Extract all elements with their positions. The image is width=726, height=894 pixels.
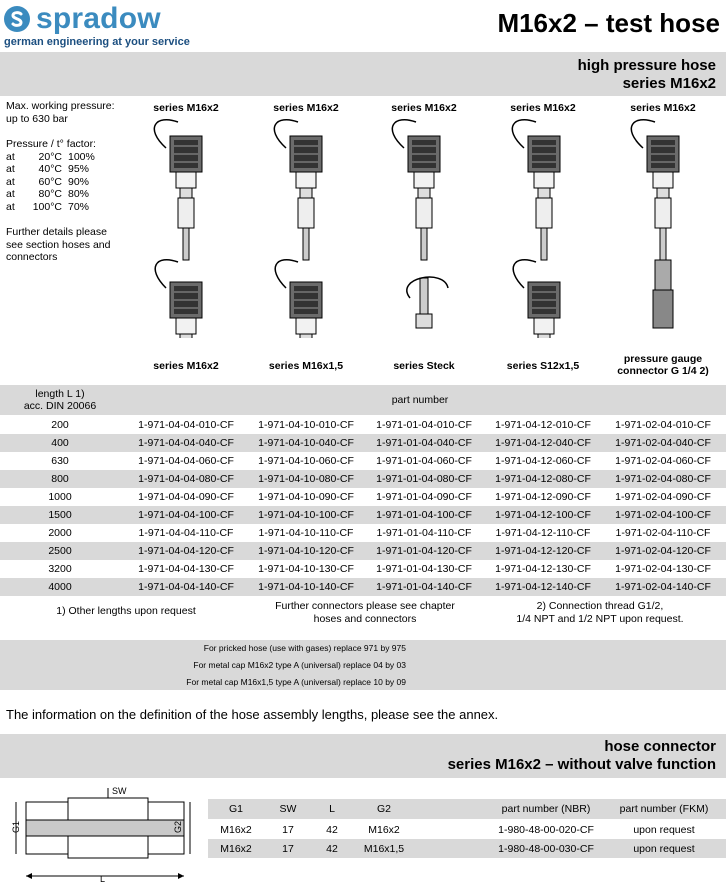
replacement-info [0, 640, 726, 690]
part-number-cell: 1-971-04-12-110-CF [495, 527, 591, 539]
factor-title: Pressure / t° factor: [6, 138, 96, 150]
part-number-cell: 1-971-02-04-110-CF [615, 527, 711, 539]
spec-block [6, 100, 115, 264]
further-details: see section hoses and [6, 238, 111, 251]
table-row [0, 524, 726, 542]
table-row [0, 506, 726, 524]
top-series-label: series M16x2 [153, 102, 219, 114]
conn-col-header: part number (NBR) [501, 803, 591, 815]
brand-logo [4, 2, 204, 50]
part-number-cell: 1-971-01-04-090-CF [376, 491, 472, 503]
part-number-cell: 1-971-04-04-120-CF [138, 545, 234, 557]
length-cell: 3200 [48, 563, 72, 575]
further-details: connectors [6, 251, 58, 263]
hose-drawing-3 [392, 120, 448, 328]
part-number-cell: 1-971-04-12-090-CF [495, 491, 591, 503]
section-header-hose [0, 52, 726, 96]
bottom-series-label: series S12x1,5 [506, 360, 580, 372]
part-number-cell: 1-971-04-04-090-CF [138, 491, 234, 503]
part-number-cell: 1-971-04-10-040-CF [258, 437, 354, 449]
length-cell: 1000 [48, 491, 72, 503]
top-series-label: series M16x2 [273, 102, 339, 114]
length-header: length L 1) acc. DIN 20066 [23, 388, 97, 412]
top-series-label: series M16x2 [391, 102, 457, 114]
part-number-cell: 1-971-02-04-120-CF [615, 545, 711, 557]
hose-drawing-1 [154, 120, 202, 338]
part-number-cell: 1-971-02-04-010-CF [615, 419, 711, 431]
factor-row: at 80°C 80% [6, 188, 90, 200]
length-cell: 200 [51, 419, 69, 431]
part-number-cell: 1-971-01-04-140-CF [376, 581, 472, 593]
max-pressure-label: Max. working pressure: [6, 100, 115, 112]
table-row [0, 470, 726, 488]
footnote-lengths: 1) Other lengths upon request [56, 605, 196, 617]
brand-tagline: german engineering at your service [4, 36, 190, 48]
table-header [0, 385, 726, 415]
bottom-series-label: series M16x2 [153, 360, 219, 372]
part-number-cell: 1-971-04-10-090-CF [258, 491, 354, 503]
part-number-cell: 1-971-01-04-080-CF [376, 473, 472, 485]
hose-drawing-2 [274, 120, 322, 338]
conn-col-header: G2 [376, 803, 391, 815]
table-row [0, 488, 726, 506]
part-number-cell: 1-971-02-04-100-CF [615, 509, 711, 521]
part-number-cell: 1-971-04-04-130-CF [138, 563, 234, 575]
length-cell: 2500 [48, 545, 72, 557]
bottom-series-label: series Steck [393, 360, 455, 372]
factor-row: at 20°C 100% [6, 150, 95, 163]
info-line: For metal cap M16x2 type A (universal) replace 04 by 03 [193, 660, 406, 670]
spradow-logo-icon [4, 6, 30, 32]
part-number-cell: 1-971-04-12-100-CF [495, 509, 591, 521]
part-number-cell: 1-971-04-10-060-CF [258, 455, 354, 467]
part-number-cell: 1-971-04-04-080-CF [138, 473, 234, 485]
part-number-cell: 1-971-04-12-040-CF [495, 437, 591, 449]
g1-label: G1 [11, 820, 22, 834]
conn-col-header: part number (FKM) [619, 803, 709, 815]
l-label: L [100, 874, 106, 884]
length-cell: 400 [51, 437, 69, 449]
annex-note: The information on the definition of the hose assembly lengths, please see the annex. [6, 707, 499, 722]
part-number-cell: 1-971-04-12-120-CF [495, 545, 591, 557]
part-number-cell: 1-971-04-12-140-CF [495, 581, 591, 593]
part-number-cell: 1-971-04-12-060-CF [495, 455, 591, 467]
part-number-cell: 1-971-04-10-080-CF [258, 473, 354, 485]
part-number-cell: 1-971-04-04-140-CF [138, 581, 234, 593]
section-title-line2: series M16x2 [622, 75, 716, 92]
connector-row: M16x2 17 42 M16x1,5 1-980-48-00-030-CF upon request [208, 839, 726, 858]
conn-col-header: SW [279, 803, 297, 815]
part-number-cell: 1-971-04-12-010-CF [495, 419, 591, 431]
brand-name: spradow [36, 2, 161, 35]
length-cell: 630 [51, 455, 69, 467]
part-number-cell: 1-971-02-04-060-CF [615, 455, 711, 467]
table-row [0, 416, 726, 434]
top-series-label: series M16x2 [630, 102, 696, 114]
part-number-cell: 1-971-04-04-060-CF [138, 455, 234, 467]
part-number-cell: 1-971-04-10-110-CF [258, 527, 354, 539]
part-number-cell: 1-971-04-12-080-CF [495, 473, 591, 485]
part-number-cell: 1-971-01-04-060-CF [376, 455, 472, 467]
part-number-cell: 1-971-04-04-110-CF [138, 527, 234, 539]
part-number-header: part number [391, 394, 449, 406]
part-number-cell: 1-971-01-04-100-CF [376, 509, 472, 521]
table-row [0, 542, 726, 560]
info-line: For metal cap M16x1,5 type A (universal) replace 10 by 09 [186, 677, 406, 687]
part-number-cell: 1-971-01-04-130-CF [376, 563, 472, 575]
info-line: For pricked hose (use with gases) replace 971 by 975 [203, 643, 406, 653]
part-number-cell: 1-971-04-10-130-CF [258, 563, 354, 575]
part-number-cell: 1-971-02-04-130-CF [615, 563, 711, 575]
table-row [0, 434, 726, 452]
section-title-line1: high pressure hose [577, 57, 716, 74]
section2-title-line2: series M16x2 – without valve function [447, 756, 716, 773]
part-number-cell: 1-971-04-10-100-CF [258, 509, 354, 521]
factor-row: at 100°C 70% [6, 200, 90, 213]
page-title: M16x2 – test hose [497, 8, 720, 38]
g2-label: G2 [173, 820, 184, 834]
length-cell: 2000 [48, 527, 72, 539]
table-row [0, 578, 726, 596]
footnote-thread: 2) Connection thread G1/2, 1/4 NPT and 1/2 NPT upon request. [516, 600, 684, 625]
length-cell: 800 [51, 473, 69, 485]
conn-col-header: L [329, 803, 335, 815]
sw-label: SW [112, 786, 127, 796]
table-row [0, 560, 726, 578]
part-number-cell: 1-971-04-10-140-CF [258, 581, 354, 593]
part-number-cell: 1-971-02-04-140-CF [615, 581, 711, 593]
factor-row: at 60°C 90% [6, 175, 90, 188]
section-header-connector [0, 734, 726, 778]
part-number-cell: 1-971-02-04-040-CF [615, 437, 711, 449]
connector-row: M16x2 17 42 M16x2 1-980-48-00-020-CF upon request [220, 824, 695, 836]
pressure-gauge-label: pressure gauge connector G 1/4 2) [617, 353, 709, 377]
part-number-cell: 1-971-01-04-010-CF [376, 419, 472, 431]
connector-table-header [208, 799, 726, 819]
bottom-series-label: series M16x1,5 [268, 360, 344, 372]
part-number-cell: 1-971-04-04-100-CF [138, 509, 234, 521]
footnote-connectors: Further connectors please see chapter hoses and connectors [275, 600, 455, 625]
hose-drawing-5 [631, 120, 679, 328]
hose-illustrations [120, 118, 726, 338]
factor-row: at 40°C 95% [6, 163, 90, 175]
length-cell: 4000 [48, 581, 72, 593]
part-number-cell: 1-971-02-04-090-CF [615, 491, 711, 503]
part-number-cell: 1-971-01-04-110-CF [376, 527, 472, 539]
part-number-cell: 1-971-04-12-130-CF [495, 563, 591, 575]
connector-drawing [14, 784, 200, 892]
part-number-cell: 1-971-04-10-010-CF [258, 419, 354, 431]
table-row [0, 452, 726, 470]
part-number-cell: 1-971-01-04-040-CF [376, 437, 472, 449]
section2-title-line1: hose connector [604, 738, 716, 755]
hose-drawing-4 [512, 120, 560, 338]
part-number-cell: 1-971-02-04-080-CF [615, 473, 711, 485]
length-cell: 1500 [48, 509, 72, 521]
part-number-cell: 1-971-04-04-040-CF [138, 437, 234, 449]
max-pressure-value: up to 630 bar [6, 112, 68, 125]
conn-col-header: G1 [228, 803, 243, 815]
top-series-label: series M16x2 [510, 102, 576, 114]
part-number-cell: 1-971-04-10-120-CF [258, 545, 354, 557]
part-number-cell: 1-971-04-04-010-CF [138, 419, 234, 431]
further-details: Further details please [6, 226, 107, 238]
part-number-cell: 1-971-01-04-120-CF [376, 545, 472, 557]
